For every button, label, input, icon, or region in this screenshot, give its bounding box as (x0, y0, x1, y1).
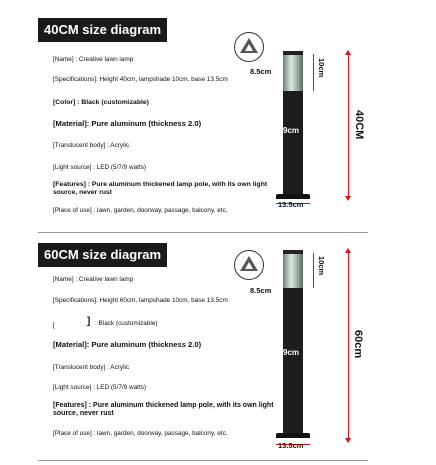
spec-light-source: [Light source] : LED (5/7/9 watts) (53, 164, 147, 171)
dim-pole: 9cm (283, 126, 300, 135)
dim-base: 13.5cm (278, 200, 304, 209)
lamp-base (276, 433, 310, 438)
spec-color-bracket: ] (87, 316, 91, 327)
dim-top: 8.5cm (250, 286, 272, 295)
dim-height: 40CM (353, 110, 365, 140)
top-view-icon (234, 250, 264, 280)
panel-title: 60CM size diagram (38, 243, 167, 267)
panel-40cm (38, 10, 368, 232)
lampshade (283, 54, 303, 91)
dim-pole: 9cm (283, 348, 300, 357)
spec-translucent: [Translucent body] : Acrylic (53, 364, 130, 371)
lamp-pole (283, 288, 303, 434)
panel-60cm (38, 238, 368, 462)
spec-specifications: [Specifications]: Height 60cm, lampshade 10cm, base 13.5cm (53, 297, 228, 304)
spec-light-source: [Light source] : LED (5/7/9 watts) (53, 384, 147, 391)
spec-color-prefix: [ (53, 322, 55, 329)
spec-specifications: [Specifications]: Height 40cm, lampshade 10cm, base 13.5cm (53, 76, 228, 83)
spec-name: [Name] : Creative lawn lamp (53, 56, 134, 63)
lamp-base (276, 194, 310, 199)
spec-name: [Name] : Creative lawn lamp (53, 276, 134, 283)
dim-shade: 10cm (317, 256, 326, 276)
dim-top: 8.5cm (250, 67, 272, 76)
lampshade (283, 253, 303, 288)
spec-features: [Features] : Pure aluminum thickened lamp pole, with its own light source, never rust (53, 402, 274, 417)
spec-place: [Place of use] : lawn, garden, doorway, passage, balcony, etc. (53, 430, 228, 437)
dim-base: 13.5cm (278, 441, 304, 450)
spec-translucent: [Translucent body] : Acrylic (53, 142, 130, 149)
spec-material: [Material]: Pure aluminum (thickness 2.0) (53, 119, 202, 128)
panel-title: 40CM size diagram (38, 18, 167, 42)
spec-features: [Features] : Pure aluminum thickened lamp pole, with its own light source, never rust (53, 181, 268, 196)
lamp-cap (283, 250, 303, 254)
top-view-icon (234, 32, 264, 62)
spec-color: [Color] : Black (customizable) (53, 99, 149, 106)
dim-shade: 10cm (317, 58, 326, 78)
spec-color: : Black (customizable) (95, 320, 158, 327)
spec-place: [Place of use] : lawn, garden, doorway, passage, balcony, etc. (53, 207, 228, 214)
dim-height: 60cm (352, 330, 364, 359)
spec-material: [Material]: Pure aluminum (thickness 2.0) (53, 340, 202, 349)
lamp-pole (283, 91, 303, 195)
lamp-cap (283, 51, 303, 55)
